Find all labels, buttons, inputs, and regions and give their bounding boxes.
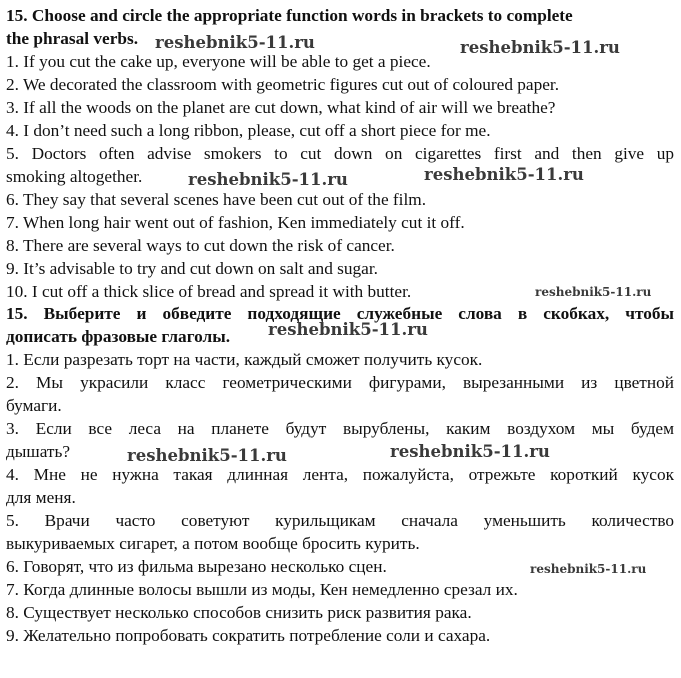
english-item-3: 3. If all the woods on the planet are cut down, what kind of air will we breathe?: [6, 98, 556, 117]
russian-item-4: 4. Мне не нужна такая длинная лента, пожалуйста, отрежьте короткий кусок: [6, 465, 674, 484]
english-item-4: 4. I don’t need such a long ribbon, please, cut off a short piece for me.: [6, 121, 491, 140]
english-item-7: 7. When long hair went out of fashion, Ken immediately cut it off.: [6, 213, 465, 232]
english-item-2: 2. We decorated the classroom with geometric figures cut out of coloured paper.: [6, 75, 560, 94]
english-item-1: 1. If you cut the cake up, everyone will be able to get a piece.: [6, 52, 431, 71]
watermark: reshebnik5-11.ru: [155, 33, 315, 52]
russian-heading-line2: дописать фразовые глаголы.: [6, 327, 231, 346]
watermark: reshebnik5-11.ru: [390, 442, 550, 461]
english-item-6: 6. They say that several scenes have been cut out of the film.: [6, 190, 427, 209]
english-heading-line1: 15. Choose and circle the appropriate function words in brackets to complete: [6, 6, 573, 25]
watermark: reshebnik5-11.ru: [268, 320, 428, 339]
watermark: reshebnik5-11.ru: [530, 562, 647, 576]
watermark: reshebnik5-11.ru: [127, 446, 287, 465]
russian-item-2: 2. Мы украсили класс геометрическими фигурами, вырезанными из цветной: [6, 373, 674, 392]
watermark: reshebnik5-11.ru: [424, 165, 584, 184]
watermark: reshebnik5-11.ru: [188, 170, 348, 189]
english-item-5: 5. Doctors often advise smokers to cut down on cigarettes first and then give up: [6, 144, 674, 163]
english-item-8: 8. There are several ways to cut down the risk of cancer.: [6, 236, 395, 255]
russian-item-4-cont: для меня.: [6, 488, 76, 507]
watermark: reshebnik5-11.ru: [460, 38, 620, 57]
russian-item-7: 7. Когда длинные волосы вышли из моды, Кен немедленно срезал их.: [6, 580, 518, 599]
russian-item-3: 3. Если все леса на планете будут вырублены, каким воздухом мы будем: [6, 419, 674, 438]
english-item-10: 10. I cut off a thick slice of bread and spread it with butter.: [6, 282, 412, 301]
russian-item-5: 5. Врачи часто советуют курильщикам сначала уменьшить количество: [6, 511, 674, 530]
russian-item-9: 9. Желательно попробовать сократить потребление соли и сахара.: [6, 626, 491, 645]
russian-item-5-cont: выкуриваемых сигарет, а потом вообще бросить курить.: [6, 534, 420, 553]
english-item-9: 9. It’s advisable to try and cut down on salt and sugar.: [6, 259, 378, 278]
watermark: reshebnik5-11.ru: [535, 285, 652, 299]
english-heading-line2: the phrasal verbs.: [6, 29, 139, 48]
russian-item-6: 6. Говорят, что из фильма вырезано несколько сцен.: [6, 557, 387, 576]
russian-heading-line1: 15. Выберите и обведите подходящие служебные слова в скобках, чтобы: [6, 304, 674, 323]
english-item-5-cont: smoking altogether.: [6, 167, 143, 186]
russian-item-2-cont: бумаги.: [6, 396, 62, 415]
russian-item-1: 1. Если разрезать торт на части, каждый сможет получить кусок.: [6, 350, 483, 369]
russian-item-8: 8. Существует несколько способов снизить риск развития рака.: [6, 603, 472, 622]
russian-item-3-cont: дышать?: [6, 442, 71, 461]
